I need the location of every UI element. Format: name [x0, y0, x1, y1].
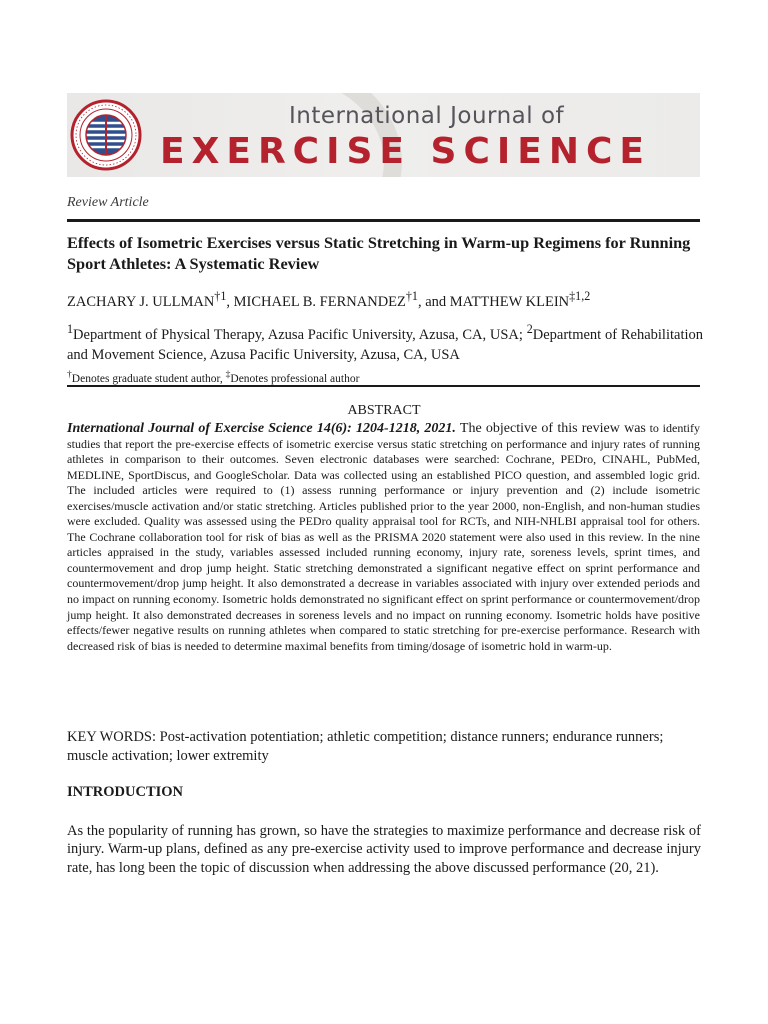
affiliation-text: Department of Physical Therapy, Azusa Pacific University, Azusa, CA, USA; [73, 326, 527, 343]
author-name: MICHAEL B. FERNANDEZ [233, 293, 406, 310]
note-marker: † [67, 369, 72, 380]
author-separator: , and [417, 293, 450, 310]
abstract-divider [67, 385, 700, 387]
abstract-body [67, 421, 700, 654]
author-list [67, 289, 590, 311]
author-notes [67, 369, 359, 385]
journal-name-line1: International Journal of [289, 103, 565, 129]
journal-logo-icon [70, 99, 142, 171]
note-text: Denotes graduate student author, [71, 372, 226, 385]
affiliation-text: Department of Rehabilitation and Movement Science, Azusa Pacific University, Azusa, CA, USA [67, 326, 704, 363]
affiliation-marker: 2 [526, 322, 533, 336]
article-type: Review Article [67, 195, 149, 210]
author-marker: †1 [405, 289, 418, 303]
author-name: ZACHARY J. ULLMAN [67, 293, 215, 310]
article-title: Effects of Isometric Exercises versus Static Stretching in Warm-up Regimens for Running Sport Athletes: A Systematic Review [67, 233, 691, 273]
abstract-lead: The objective of this review was [455, 421, 646, 436]
abstract-citation: International Journal of Exercise Science 14(6): 1204-1218, 2021. [67, 421, 456, 436]
note-text: Denotes professional author [230, 372, 360, 385]
top-divider [67, 219, 700, 222]
abstract-heading: ABSTRACT [347, 403, 421, 418]
journal-header-banner [67, 93, 700, 177]
affiliation-marker: 1 [67, 322, 74, 336]
keywords: KEY WORDS: Post-activation potentiation; athletic competition; distance runners; endurance runners; muscle activation; lower extremity [67, 729, 664, 764]
author-marker: ‡1,2 [569, 289, 591, 303]
author-name: MATTHEW KLEIN [449, 293, 570, 310]
introduction-heading: INTRODUCTION [67, 784, 184, 800]
introduction-paragraph: As the popularity of running has grown, so have the strategies to maximize performance and decrease risk of injury. Warm-up plans, defined as any pre-exercise activity used to improve performance and decrease injury rate, has long been the topic of discussion when addressing the above discussed performance (20, 21). [67, 823, 701, 876]
affiliations [67, 319, 703, 365]
journal-name-line2: EXERCISE SCIENCE [160, 131, 652, 172]
abstract-text: to identify studies that report the pre-exercise effects of isometric exercise versus static stretching on performance and injury rates of running athletes in comparison to their outcomes. Seven electronic databases were searched: Cochrane, PEDro, CINAHL, PubMed, MEDLINE, SportDiscus, and GoogleScholar. Data was collected using an established PICO question, and assembled logic grid. The included articles were required to (1) assess running performance or injury prevention and (2) include isometric exercises/muscle activation and/or static stretching. Articles published prior to the year 2000, non-English, and non-human studies were excluded. Quality was assessed using the PEDro quality appraisal tool for RCTs, and NIH-NHLBI appraisal tool for others. The Cochrane collaboration tool for risk of bias as well as the PRISMA 2020 statement were also used in this review. In the nine articles appraised in the study, variables assessed included running economy, injury rate, soreness levels, sprint times, and countermovement and drop jump height. Static stretching demonstrated a significant negative effect on sprint performance and countermovement/drop jump height. It also demonstrated a decrease in variables associated with injury over extended periods and no impact on running economy. Isometric holds demonstrated no significant effect on sprint performance or countermovement/drop jump height. It also demonstrated decreases in soreness levels and no impact on running economy. Isometric holds have positive effects/fewer negative results on running athletes when compared to static stretching for pre-exercise performance. Research with decreased risk of bias is needed to determine maximal benefits from timing/dosage of isometric hold in warm-up. [67, 421, 700, 653]
author-marker: †1 [214, 289, 227, 303]
author-separator: , [226, 293, 234, 310]
note-marker: ‡ [225, 369, 231, 380]
